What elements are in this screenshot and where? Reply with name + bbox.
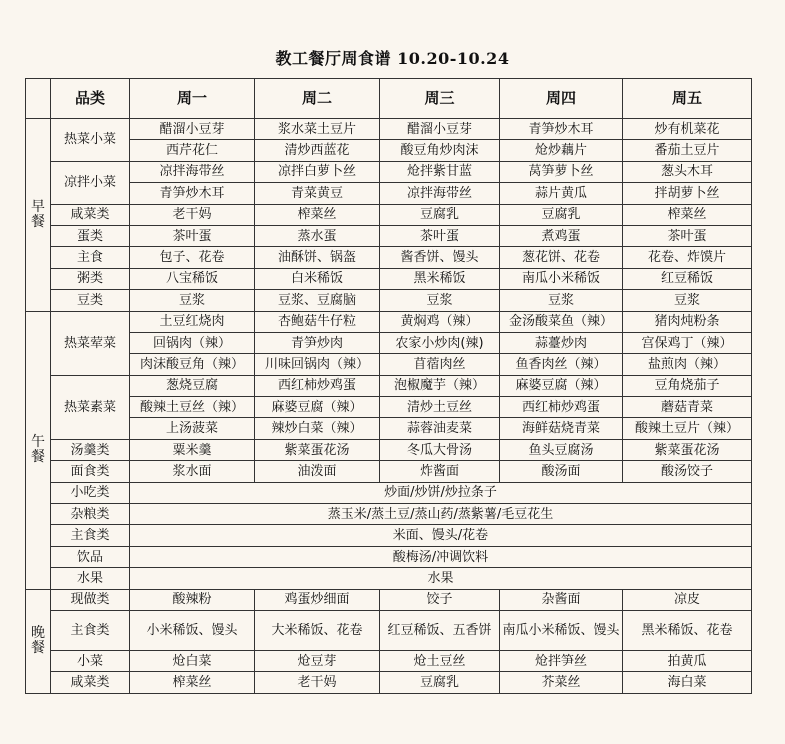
category-label: 饮品	[51, 546, 130, 567]
meal-label: 早 餐	[26, 119, 51, 312]
menu-item: 凉拌海带丝	[130, 161, 255, 182]
menu-item: 浆水菜土豆片	[255, 119, 380, 140]
menu-item: 炸酱面	[380, 461, 500, 482]
menu-item: 酸豆角炒肉沫	[380, 140, 500, 161]
menu-row	[26, 650, 752, 671]
menu-row	[26, 290, 752, 311]
menu-item: 老干妈	[130, 204, 255, 225]
menu-item: 蒸水蛋	[255, 225, 380, 246]
page-title: 教工餐厅周食谱 10.20-10.24	[275, 49, 510, 68]
corner-cell	[26, 79, 51, 119]
menu-item: 南瓜小米稀饭	[500, 268, 623, 289]
menu-item-all-week: 蒸玉米/蒸土豆/蒸山药/蒸紫薯/毛豆花生	[130, 504, 752, 525]
menu-item: 黑米稀饭、花卷	[623, 610, 752, 650]
menu-item: 青笋炒肉	[255, 332, 380, 353]
menu-item: 川味回锅肉（辣）	[255, 354, 380, 375]
header-day: 周五	[623, 79, 752, 119]
category-label: 现做类	[51, 589, 130, 610]
menu-item: 肉沫酸豆角（辣）	[130, 354, 255, 375]
menu-item: 八宝稀饭	[130, 268, 255, 289]
menu-item: 盐煎肉（辣）	[623, 354, 752, 375]
menu-item: 杂酱面	[500, 589, 623, 610]
menu-item: 蒜薹炒肉	[500, 332, 623, 353]
menu-item: 鱼头豆腐汤	[500, 439, 623, 460]
menu-item: 麻婆豆腐（辣）	[500, 375, 623, 396]
menu-row	[26, 568, 752, 589]
header-row	[26, 79, 752, 119]
menu-item: 苜蓿肉丝	[380, 354, 500, 375]
menu-item: 酸辣土豆片（辣）	[623, 418, 752, 439]
menu-item: 豆腐乳	[380, 204, 500, 225]
menu-item: 炝豆芽	[255, 650, 380, 671]
menu-item: 酸辣土豆丝（辣）	[130, 397, 255, 418]
menu-item: 豆角烧茄子	[623, 375, 752, 396]
menu-item: 小米稀饭、馒头	[130, 610, 255, 650]
menu-row	[26, 397, 752, 418]
menu-item: 黄焖鸡（辣）	[380, 311, 500, 332]
menu-item: 土豆红烧肉	[130, 311, 255, 332]
meal-label: 晚 餐	[26, 589, 51, 693]
menu-row	[26, 672, 752, 693]
menu-item: 酸辣粉	[130, 589, 255, 610]
menu-row	[26, 482, 752, 503]
header-day: 周三	[380, 79, 500, 119]
menu-item: 西红柿炒鸡蛋	[500, 397, 623, 418]
menu-item: 南瓜小米稀饭、馒头	[500, 610, 623, 650]
meal-label: 午 餐	[26, 311, 51, 589]
menu-item: 紫菜蛋花汤	[623, 439, 752, 460]
menu-item: 花卷、炸馍片	[623, 247, 752, 268]
menu-row	[26, 247, 752, 268]
category-label: 豆类	[51, 290, 130, 311]
menu-item: 清炒土豆丝	[380, 397, 500, 418]
category-label: 热菜素菜	[51, 375, 130, 439]
menu-item: 莴笋萝卜丝	[500, 161, 623, 182]
menu-item: 老干妈	[255, 672, 380, 693]
category-label: 小吃类	[51, 482, 130, 503]
menu-item: 辣炒白菜（辣）	[255, 418, 380, 439]
menu-row	[26, 140, 752, 161]
menu-item: 浆水面	[130, 461, 255, 482]
menu-item: 油泼面	[255, 461, 380, 482]
menu-item: 炝拌紫甘蓝	[380, 161, 500, 182]
menu-item: 鸡蛋炒细面	[255, 589, 380, 610]
menu-item: 上汤菠菜	[130, 418, 255, 439]
header-day: 周二	[255, 79, 380, 119]
menu-row	[26, 354, 752, 375]
menu-item: 酸汤饺子	[623, 461, 752, 482]
menu-item: 蘑菇青菜	[623, 397, 752, 418]
menu-item-all-week: 水果	[130, 568, 752, 589]
menu-item: 榨菜丝	[255, 204, 380, 225]
menu-item: 黑米稀饭	[380, 268, 500, 289]
menu-item: 猪肉炖粉条	[623, 311, 752, 332]
header-category: 品类	[51, 79, 130, 119]
menu-row	[26, 161, 752, 182]
menu-item: 豆浆	[623, 290, 752, 311]
menu-item: 芥菜丝	[500, 672, 623, 693]
menu-item: 金汤酸菜鱼（辣）	[500, 311, 623, 332]
menu-row	[26, 461, 752, 482]
menu-row	[26, 375, 752, 396]
menu-row	[26, 504, 752, 525]
category-label: 水果	[51, 568, 130, 589]
menu-item: 榨菜丝	[130, 672, 255, 693]
menu-item: 西红柿炒鸡蛋	[255, 375, 380, 396]
menu-row	[26, 418, 752, 439]
menu-row	[26, 119, 752, 140]
menu-item: 青笋炒木耳	[500, 119, 623, 140]
menu-item: 蒜片黄瓜	[500, 183, 623, 204]
menu-item: 酸汤面	[500, 461, 623, 482]
menu-row	[26, 439, 752, 460]
category-label: 主食类	[51, 525, 130, 546]
menu-item: 榨菜丝	[623, 204, 752, 225]
menu-item: 海白菜	[623, 672, 752, 693]
menu-row	[26, 311, 752, 332]
menu-row	[26, 204, 752, 225]
category-label: 杂粮类	[51, 504, 130, 525]
menu-item: 炝炒藕片	[500, 140, 623, 161]
menu-item: 西芹花仁	[130, 140, 255, 161]
menu-item: 煮鸡蛋	[500, 225, 623, 246]
weekly-menu-table	[25, 78, 752, 694]
category-label: 热菜小菜	[51, 119, 130, 162]
menu-item: 农家小炒肉(辣)	[380, 332, 500, 353]
menu-item: 青笋炒木耳	[130, 183, 255, 204]
menu-item: 炒有机菜花	[623, 119, 752, 140]
header-day: 周四	[500, 79, 623, 119]
menu-item: 醋溜小豆芽	[130, 119, 255, 140]
category-label: 面食类	[51, 461, 130, 482]
menu-row	[26, 183, 752, 204]
category-label: 热菜荤菜	[51, 311, 130, 375]
menu-item: 凉拌白萝卜丝	[255, 161, 380, 182]
menu-item: 白米稀饭	[255, 268, 380, 289]
menu-row	[26, 525, 752, 546]
menu-item: 茶叶蛋	[130, 225, 255, 246]
menu-item: 凉皮	[623, 589, 752, 610]
menu-item: 回锅肉（辣）	[130, 332, 255, 353]
menu-item: 豆腐乳	[380, 672, 500, 693]
menu-item: 番茄土豆片	[623, 140, 752, 161]
menu-item: 大米稀饭、花卷	[255, 610, 380, 650]
menu-item: 拍黄瓜	[623, 650, 752, 671]
category-label: 咸菜类	[51, 204, 130, 225]
menu-item: 粟米羹	[130, 439, 255, 460]
menu-item: 豆浆	[130, 290, 255, 311]
menu-item: 茶叶蛋	[380, 225, 500, 246]
menu-item: 葱烧豆腐	[130, 375, 255, 396]
menu-item: 海鲜菇烧青菜	[500, 418, 623, 439]
menu-item: 麻婆豆腐（辣）	[255, 397, 380, 418]
category-label: 主食类	[51, 610, 130, 650]
menu-item: 紫菜蛋花汤	[255, 439, 380, 460]
menu-item: 泡椒魔芋（辣）	[380, 375, 500, 396]
menu-item: 茶叶蛋	[623, 225, 752, 246]
menu-item: 葱花饼、花卷	[500, 247, 623, 268]
menu-row	[26, 546, 752, 567]
menu-item: 豆浆、豆腐脑	[255, 290, 380, 311]
menu-row	[26, 268, 752, 289]
menu-item: 炝土豆丝	[380, 650, 500, 671]
menu-item: 豆浆	[380, 290, 500, 311]
menu-item: 鱼香肉丝（辣）	[500, 354, 623, 375]
menu-item: 青菜黄豆	[255, 183, 380, 204]
category-label: 主食	[51, 247, 130, 268]
menu-item-all-week: 米面、馒头/花卷	[130, 525, 752, 546]
menu-row	[26, 610, 752, 650]
menu-item: 酱香饼、馒头	[380, 247, 500, 268]
menu-item-all-week: 炒面/炒饼/炒拉条子	[130, 482, 752, 503]
menu-item: 拌胡萝卜丝	[623, 183, 752, 204]
menu-item: 豆腐乳	[500, 204, 623, 225]
menu-item: 红豆稀饭	[623, 268, 752, 289]
menu-item: 杏鲍菇牛仔粒	[255, 311, 380, 332]
menu-item: 炝拌笋丝	[500, 650, 623, 671]
menu-item: 蒜蓉油麦菜	[380, 418, 500, 439]
category-label: 小菜	[51, 650, 130, 671]
menu-item: 包子、花卷	[130, 247, 255, 268]
menu-item: 醋溜小豆芽	[380, 119, 500, 140]
header-day: 周一	[130, 79, 255, 119]
menu-item: 炝白菜	[130, 650, 255, 671]
menu-item-all-week: 酸梅汤/冲调饮料	[130, 546, 752, 567]
menu-item: 豆浆	[500, 290, 623, 311]
menu-row	[26, 225, 752, 246]
menu-item: 红豆稀饭、五香饼	[380, 610, 500, 650]
category-label: 粥类	[51, 268, 130, 289]
menu-item: 葱头木耳	[623, 161, 752, 182]
menu-row	[26, 332, 752, 353]
category-label: 蛋类	[51, 225, 130, 246]
menu-row	[26, 589, 752, 610]
category-label: 咸菜类	[51, 672, 130, 693]
category-label: 凉拌小菜	[51, 161, 130, 204]
menu-item: 冬瓜大骨汤	[380, 439, 500, 460]
menu-item: 凉拌海带丝	[380, 183, 500, 204]
category-label: 汤羹类	[51, 439, 130, 460]
menu-item: 饺子	[380, 589, 500, 610]
menu-item: 清炒西蓝花	[255, 140, 380, 161]
menu-item: 油酥饼、锅盔	[255, 247, 380, 268]
menu-item: 宫保鸡丁（辣）	[623, 332, 752, 353]
